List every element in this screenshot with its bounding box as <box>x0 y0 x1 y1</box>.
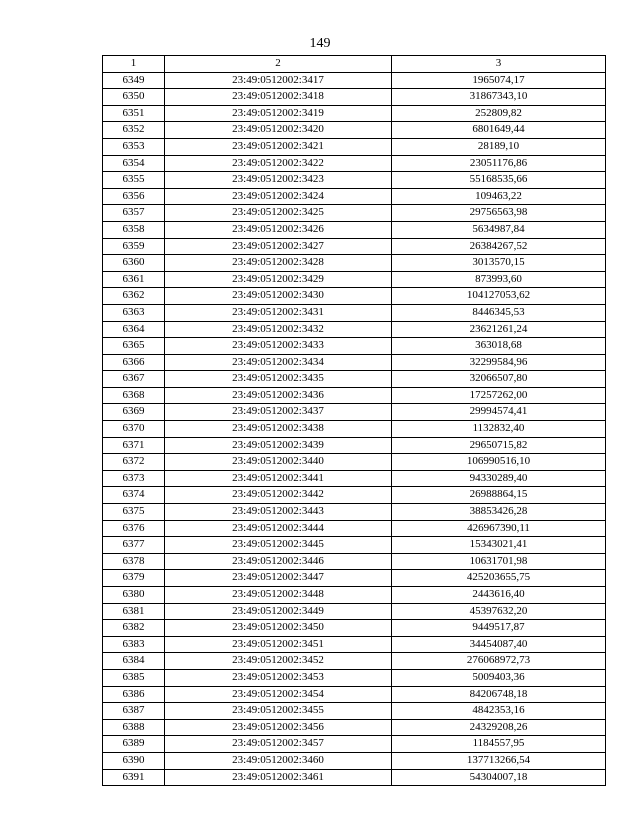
cadastral-number-cell: 23:49:0512002:3452 <box>165 653 392 670</box>
cadastral-number-cell: 23:49:0512002:3419 <box>165 105 392 122</box>
cadastral-number-cell: 23:49:0512002:3440 <box>165 454 392 471</box>
value-cell: 54304007,18 <box>392 769 606 786</box>
table-row <box>103 105 606 122</box>
value-cell: 34454087,40 <box>392 636 606 653</box>
table-row <box>103 703 606 720</box>
data-table <box>102 55 606 786</box>
value-cell: 109463,22 <box>392 188 606 205</box>
value-cell: 6801649,44 <box>392 122 606 139</box>
table-row <box>103 752 606 769</box>
table-row <box>103 89 606 106</box>
row-number-cell: 6370 <box>103 421 165 438</box>
row-number-cell: 6354 <box>103 155 165 172</box>
table-row <box>103 404 606 421</box>
table-row <box>103 387 606 404</box>
row-number-cell: 6349 <box>103 72 165 89</box>
table-row <box>103 686 606 703</box>
row-number-cell: 6361 <box>103 271 165 288</box>
cadastral-number-cell: 23:49:0512002:3451 <box>165 636 392 653</box>
column-header-3: 3 <box>392 56 606 73</box>
row-number-cell: 6380 <box>103 587 165 604</box>
table-row <box>103 504 606 521</box>
cadastral-number-cell: 23:49:0512002:3460 <box>165 752 392 769</box>
row-number-cell: 6368 <box>103 387 165 404</box>
row-number-cell: 6376 <box>103 520 165 537</box>
cadastral-number-cell: 23:49:0512002:3461 <box>165 769 392 786</box>
row-number-cell: 6381 <box>103 603 165 620</box>
value-cell: 15343021,41 <box>392 537 606 554</box>
value-cell: 104127053,62 <box>392 288 606 305</box>
row-number-cell: 6391 <box>103 769 165 786</box>
cadastral-number-cell: 23:49:0512002:3436 <box>165 387 392 404</box>
table-row <box>103 321 606 338</box>
table-row <box>103 188 606 205</box>
cadastral-number-cell: 23:49:0512002:3448 <box>165 587 392 604</box>
table-row <box>103 570 606 587</box>
table-row <box>103 122 606 139</box>
row-number-cell: 6371 <box>103 437 165 454</box>
cadastral-number-cell: 23:49:0512002:3421 <box>165 138 392 155</box>
value-cell: 32066507,80 <box>392 371 606 388</box>
table-row <box>103 138 606 155</box>
cadastral-number-cell: 23:49:0512002:3447 <box>165 570 392 587</box>
value-cell: 24329208,26 <box>392 719 606 736</box>
table-row <box>103 520 606 537</box>
value-cell: 5634987,84 <box>392 221 606 238</box>
value-cell: 425203655,75 <box>392 570 606 587</box>
row-number-cell: 6372 <box>103 454 165 471</box>
value-cell: 29756563,98 <box>392 205 606 222</box>
value-cell: 276068972,73 <box>392 653 606 670</box>
value-cell: 1184557,95 <box>392 736 606 753</box>
table-row <box>103 288 606 305</box>
value-cell: 23051176,86 <box>392 155 606 172</box>
row-number-cell: 6390 <box>103 752 165 769</box>
value-cell: 26384267,52 <box>392 238 606 255</box>
cadastral-number-cell: 23:49:0512002:3455 <box>165 703 392 720</box>
cadastral-number-cell: 23:49:0512002:3445 <box>165 537 392 554</box>
row-number-cell: 6389 <box>103 736 165 753</box>
table-row <box>103 636 606 653</box>
row-number-cell: 6355 <box>103 172 165 189</box>
cadastral-number-cell: 23:49:0512002:3429 <box>165 271 392 288</box>
table-row <box>103 338 606 355</box>
value-cell: 3013570,15 <box>392 255 606 272</box>
value-cell: 55168535,66 <box>392 172 606 189</box>
cadastral-number-cell: 23:49:0512002:3430 <box>165 288 392 305</box>
row-number-cell: 6388 <box>103 719 165 736</box>
cadastral-number-cell: 23:49:0512002:3456 <box>165 719 392 736</box>
row-number-cell: 6375 <box>103 504 165 521</box>
value-cell: 32299584,96 <box>392 354 606 371</box>
row-number-cell: 6386 <box>103 686 165 703</box>
table-row <box>103 205 606 222</box>
cadastral-number-cell: 23:49:0512002:3422 <box>165 155 392 172</box>
table-row <box>103 221 606 238</box>
value-cell: 1965074,17 <box>392 72 606 89</box>
row-number-cell: 6378 <box>103 553 165 570</box>
cadastral-number-cell: 23:49:0512002:3441 <box>165 470 392 487</box>
cadastral-number-cell: 23:49:0512002:3439 <box>165 437 392 454</box>
row-number-cell: 6382 <box>103 620 165 637</box>
row-number-cell: 6384 <box>103 653 165 670</box>
table-row <box>103 354 606 371</box>
value-cell: 17257262,00 <box>392 387 606 404</box>
row-number-cell: 6383 <box>103 636 165 653</box>
cadastral-number-cell: 23:49:0512002:3443 <box>165 504 392 521</box>
table-row <box>103 371 606 388</box>
cadastral-number-cell: 23:49:0512002:3438 <box>165 421 392 438</box>
row-number-cell: 6373 <box>103 470 165 487</box>
value-cell: 106990516,10 <box>392 454 606 471</box>
cadastral-number-cell: 23:49:0512002:3417 <box>165 72 392 89</box>
row-number-cell: 6387 <box>103 703 165 720</box>
row-number-cell: 6359 <box>103 238 165 255</box>
row-number-cell: 6360 <box>103 255 165 272</box>
row-number-cell: 6351 <box>103 105 165 122</box>
row-number-cell: 6379 <box>103 570 165 587</box>
value-cell: 38853426,28 <box>392 504 606 521</box>
cadastral-number-cell: 23:49:0512002:3457 <box>165 736 392 753</box>
table-row <box>103 304 606 321</box>
value-cell: 9449517,87 <box>392 620 606 637</box>
value-cell: 29650715,82 <box>392 437 606 454</box>
page-number: 149 <box>309 36 331 51</box>
row-number-cell: 6350 <box>103 89 165 106</box>
cadastral-number-cell: 23:49:0512002:3427 <box>165 238 392 255</box>
table-row <box>103 437 606 454</box>
cadastral-number-cell: 23:49:0512002:3425 <box>165 205 392 222</box>
row-number-cell: 6358 <box>103 221 165 238</box>
row-number-cell: 6353 <box>103 138 165 155</box>
table-row <box>103 537 606 554</box>
cadastral-number-cell: 23:49:0512002:3431 <box>165 304 392 321</box>
cadastral-number-cell: 23:49:0512002:3454 <box>165 686 392 703</box>
value-cell: 252809,82 <box>392 105 606 122</box>
row-number-cell: 6365 <box>103 338 165 355</box>
row-number-cell: 6366 <box>103 354 165 371</box>
table-row <box>103 72 606 89</box>
table-row <box>103 172 606 189</box>
cadastral-number-cell: 23:49:0512002:3435 <box>165 371 392 388</box>
cadastral-number-cell: 23:49:0512002:3444 <box>165 520 392 537</box>
cadastral-number-cell: 23:49:0512002:3433 <box>165 338 392 355</box>
table-row <box>103 155 606 172</box>
table-row <box>103 653 606 670</box>
table-row <box>103 487 606 504</box>
value-cell: 137713266,54 <box>392 752 606 769</box>
value-cell: 2443616,40 <box>392 587 606 604</box>
value-cell: 94330289,40 <box>392 470 606 487</box>
cadastral-number-cell: 23:49:0512002:3434 <box>165 354 392 371</box>
table-row <box>103 736 606 753</box>
column-header-1: 1 <box>103 56 165 73</box>
table-row <box>103 719 606 736</box>
cadastral-number-cell: 23:49:0512002:3437 <box>165 404 392 421</box>
cadastral-number-cell: 23:49:0512002:3442 <box>165 487 392 504</box>
table-row <box>103 769 606 786</box>
value-cell: 1132832,40 <box>392 421 606 438</box>
value-cell: 84206748,18 <box>392 686 606 703</box>
cadastral-number-cell: 23:49:0512002:3424 <box>165 188 392 205</box>
table-row <box>103 454 606 471</box>
cadastral-number-cell: 23:49:0512002:3426 <box>165 221 392 238</box>
table-row <box>103 421 606 438</box>
value-cell: 29994574,41 <box>392 404 606 421</box>
value-cell: 10631701,98 <box>392 553 606 570</box>
cadastral-number-cell: 23:49:0512002:3450 <box>165 620 392 637</box>
row-number-cell: 6374 <box>103 487 165 504</box>
value-cell: 4842353,16 <box>392 703 606 720</box>
value-cell: 426967390,11 <box>392 520 606 537</box>
cadastral-number-cell: 23:49:0512002:3428 <box>165 255 392 272</box>
row-number-cell: 6357 <box>103 205 165 222</box>
table-row <box>103 271 606 288</box>
row-number-cell: 6367 <box>103 371 165 388</box>
row-number-cell: 6362 <box>103 288 165 305</box>
cadastral-number-cell: 23:49:0512002:3423 <box>165 172 392 189</box>
cadastral-number-cell: 23:49:0512002:3420 <box>165 122 392 139</box>
row-number-cell: 6385 <box>103 669 165 686</box>
value-cell: 363018,68 <box>392 338 606 355</box>
value-cell: 23621261,24 <box>392 321 606 338</box>
table-row <box>103 553 606 570</box>
table-row <box>103 669 606 686</box>
cadastral-number-cell: 23:49:0512002:3432 <box>165 321 392 338</box>
table-row <box>103 603 606 620</box>
value-cell: 5009403,36 <box>392 669 606 686</box>
header-row <box>103 56 606 73</box>
value-cell: 28189,10 <box>392 138 606 155</box>
row-number-cell: 6363 <box>103 304 165 321</box>
table-row <box>103 620 606 637</box>
cadastral-number-cell: 23:49:0512002:3449 <box>165 603 392 620</box>
cadastral-number-cell: 23:49:0512002:3453 <box>165 669 392 686</box>
table-row <box>103 587 606 604</box>
row-number-cell: 6369 <box>103 404 165 421</box>
value-cell: 8446345,53 <box>392 304 606 321</box>
table-row <box>103 255 606 272</box>
row-number-cell: 6364 <box>103 321 165 338</box>
value-cell: 45397632,20 <box>392 603 606 620</box>
row-number-cell: 6377 <box>103 537 165 554</box>
cadastral-number-cell: 23:49:0512002:3446 <box>165 553 392 570</box>
column-header-2: 2 <box>165 56 392 73</box>
cadastral-number-cell: 23:49:0512002:3418 <box>165 89 392 106</box>
value-cell: 26988864,15 <box>392 487 606 504</box>
table-row <box>103 470 606 487</box>
row-number-cell: 6352 <box>103 122 165 139</box>
table-row <box>103 238 606 255</box>
table-body <box>103 72 606 786</box>
value-cell: 31867343,10 <box>392 89 606 106</box>
row-number-cell: 6356 <box>103 188 165 205</box>
value-cell: 873993,60 <box>392 271 606 288</box>
